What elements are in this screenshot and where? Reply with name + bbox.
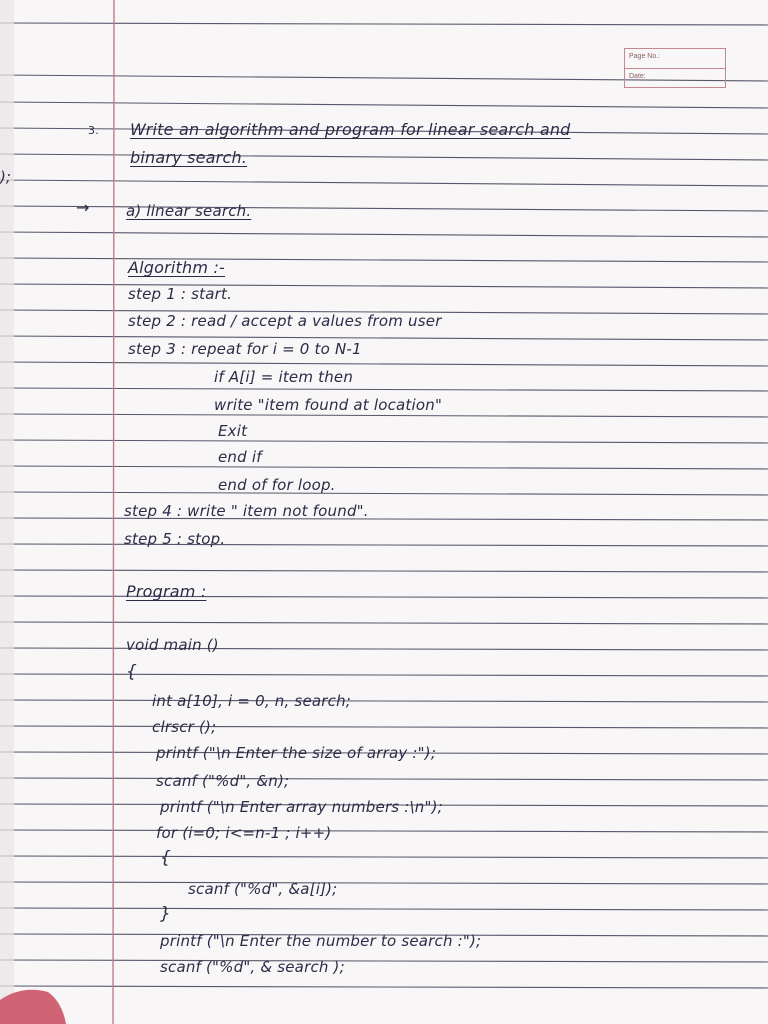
program-line-4: clrscr (); bbox=[152, 718, 217, 736]
algorithm-step-4: step 4 : write " item not found". bbox=[124, 502, 369, 520]
program-line-8: for (i=0; i<=n-1 ; i++) bbox=[156, 824, 332, 842]
program-line-1: void main () bbox=[126, 636, 219, 654]
program-line-13: scanf ("%d", & search ); bbox=[160, 958, 345, 976]
page-no-label: Page No.: bbox=[629, 53, 661, 60]
algorithm-step-3-end-if: end if bbox=[218, 448, 262, 466]
program-line-11: } bbox=[160, 904, 172, 924]
program-line-5: printf ("\n Enter the size of array :"); bbox=[156, 744, 437, 762]
algorithm-step-5: step 5 : stop. bbox=[124, 530, 226, 548]
question-line-2: binary search. bbox=[130, 148, 248, 167]
margin-line bbox=[113, 0, 114, 1024]
program-heading: Program : bbox=[126, 582, 207, 601]
algorithm-step-3-end-loop: end of for loop. bbox=[218, 476, 336, 494]
program-line-9: { bbox=[160, 848, 172, 868]
question-number: 3. bbox=[88, 124, 99, 137]
program-line-6: scanf ("%d", &n); bbox=[156, 772, 290, 790]
answer-arrow: → bbox=[76, 198, 90, 217]
program-line-12: printf ("\n Enter the number to search :"); bbox=[160, 932, 482, 950]
part-a-heading: a) linear search. bbox=[126, 202, 252, 220]
edge-mark: ); bbox=[0, 168, 11, 186]
algorithm-step-3: step 3 : repeat for i = 0 to N-1 bbox=[128, 340, 362, 358]
algorithm-step-3-exit: Exit bbox=[218, 422, 248, 440]
program-line-7: printf ("\n Enter array numbers :\n"); bbox=[160, 798, 443, 816]
algorithm-step-1: step 1 : start. bbox=[128, 285, 233, 303]
algorithm-step-3-if: if A[i] = item then bbox=[214, 368, 354, 386]
algorithm-step-3-write: write "item found at location" bbox=[214, 396, 443, 414]
program-line-3: int a[10], i = 0, n, search; bbox=[152, 692, 352, 710]
algorithm-heading: Algorithm :- bbox=[128, 258, 226, 277]
program-line-10: scanf ("%d", &a[i]); bbox=[188, 880, 338, 898]
question-line-1: Write an algorithm and program for linear search and bbox=[130, 120, 571, 139]
program-line-2: { bbox=[126, 662, 138, 682]
corner-decoration bbox=[0, 990, 66, 1024]
page-date-box bbox=[624, 48, 726, 88]
date-label: Date: bbox=[625, 68, 725, 87]
algorithm-step-2: step 2 : read / accept a values from user bbox=[128, 312, 442, 330]
